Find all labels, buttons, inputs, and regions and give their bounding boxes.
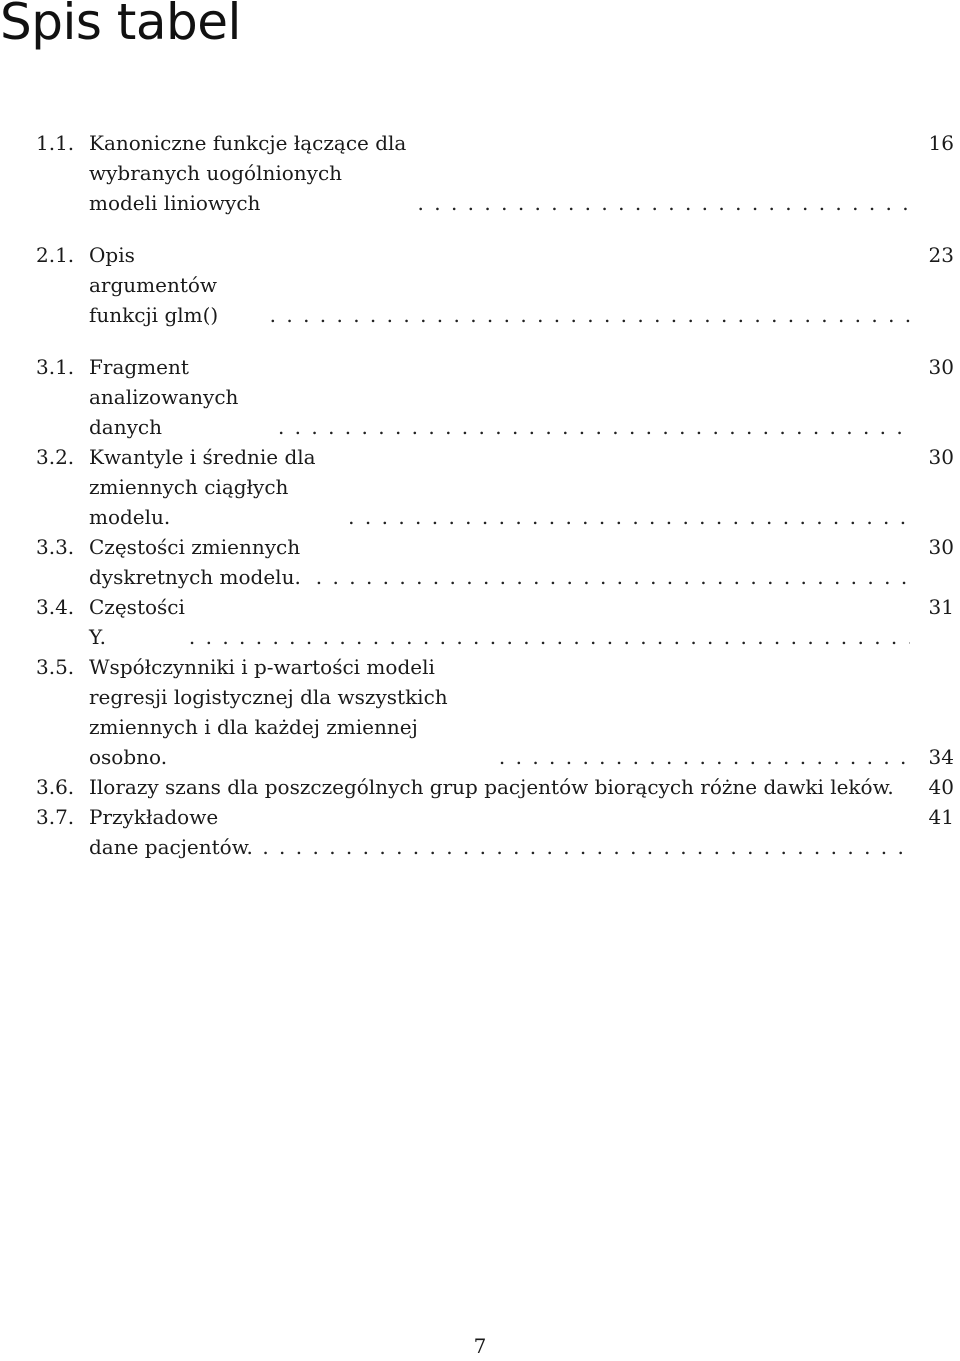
entry-title: Częstości Y. [89,595,185,649]
entry-number: 3.2. [36,445,75,469]
page-title: Spis tabel [0,0,241,51]
entry-title: Kwantyle i średnie dla zmiennych ciągłych modelu. [89,445,316,529]
dot-leader [499,742,910,772]
entry-page: 31 [928,595,954,619]
dot-leader [270,300,910,330]
entry-title: Opis argumentów funkcji glm() [89,243,219,327]
entry-page: 30 [928,445,954,469]
entry-number: 1.1. [36,131,75,155]
entry-number: 3.6. [36,775,75,799]
toc-entry-3-4[interactable] [36,592,960,652]
dot-leader [262,832,910,862]
entry-number: 3.5. [36,655,75,679]
entry-number: 3.4. [36,595,75,619]
entry-page: 30 [928,355,954,379]
entry-page: 34 [928,745,954,769]
toc-entry-3-3[interactable] [36,532,960,592]
entry-number: 3.3. [36,535,75,559]
entry-title: Przykładowe dane pacjentów. [89,805,253,859]
entry-page: 40 [928,775,954,799]
entry-title: Współczynniki i p-wartości modeli regresji logistycznej dla wszystkich zmiennych i dla każdej zmiennej osobno. [89,655,448,769]
toc-entry-2-1[interactable] [36,240,960,330]
entry-title: Ilorazy szans dla poszczególnych grup pacjentów biorących różne dawki leków. [89,775,894,799]
entry-title: Kanoniczne funkcje łączące dla wybranych uogólnionych modeli liniowych [89,131,407,215]
toc-entry-3-2[interactable] [36,442,960,532]
entry-page: 41 [928,805,954,829]
page-number: 7 [473,1334,487,1358]
dot-leader [189,622,910,652]
entry-title: Fragment analizowanych danych [89,355,239,439]
dot-leader [316,562,910,592]
entry-number: 3.1. [36,355,75,379]
entry-title: Częstości zmiennych dyskretnych modelu. [89,535,301,589]
dot-leader [278,412,910,442]
toc-entry-3-5[interactable] [36,652,960,772]
dot-leader [348,502,910,532]
dot-leader [418,188,910,218]
entry-number: 2.1. [36,243,75,267]
toc-entry-3-1[interactable] [36,352,960,442]
list-of-tables [36,128,960,862]
toc-entry-1-1[interactable] [36,128,960,218]
entry-number: 3.7. [36,805,75,829]
toc-entry-3-6[interactable] [36,772,960,802]
entry-page: 23 [928,243,954,267]
toc-entry-3-7[interactable] [36,802,960,862]
entry-page: 30 [928,535,954,559]
entry-page: 16 [928,131,954,155]
